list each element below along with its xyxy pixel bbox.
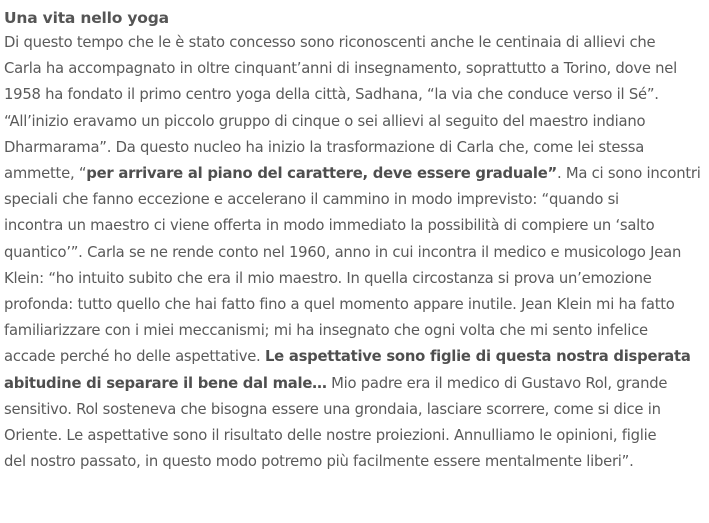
article	[4, 6, 704, 475]
paragraph-line	[4, 318, 704, 344]
paragraph-line	[4, 371, 704, 397]
paragraph-line	[4, 213, 704, 239]
paragraph-line	[4, 56, 704, 82]
body-text: ammette, “	[4, 165, 87, 183]
paragraph-line	[4, 344, 704, 370]
paragraph-line	[4, 30, 704, 56]
body-text: Carla ha accompagnato in oltre cinquant’anni di insegnamento, soprattutto a Torino, dove nel	[4, 60, 678, 78]
paragraph-line	[4, 292, 704, 318]
body-text: sensitivo. Rol sosteneva che bisogna essere una grondaia, lasciare scorrere, come si dice in	[4, 400, 661, 418]
paragraph-line	[4, 187, 704, 213]
paragraph-line	[4, 266, 704, 292]
paragraph-line	[4, 240, 704, 266]
emphasized-text: Le aspettative sono figlie di questa nostra disperata	[264, 348, 691, 366]
body-text: Oriente. Le aspettative sono il risultato delle nostre proiezioni. Annulliamo le opinioni, figlie	[4, 427, 657, 445]
emphasized-text: abitudine di separare il bene dal male…	[4, 374, 327, 392]
body-text: speciali che fanno eccezione e accelerano il cammino in modo imprevisto: “quando si	[4, 191, 619, 209]
body-text: . Ma ci sono incontri	[556, 165, 701, 183]
body-text: familiarizzare con i miei meccanismi; mi ha insegnato che ogni volta che mi sento infelice	[4, 322, 648, 340]
body-text: incontra un maestro ci viene offerta in modo immediato la possibilità di compiere un ‘salto	[4, 217, 655, 235]
paragraph-line	[4, 449, 704, 475]
paragraph-line	[4, 423, 704, 449]
body-text: del nostro passato, in questo modo potremo più facilmente essere mentalmente liberi”.	[4, 453, 634, 471]
body-text: profonda: tutto quello che hai fatto fino a quel momento appare inutile. Jean Klein mi ha fatto	[4, 296, 675, 314]
emphasized-text: per arrivare al piano del carattere, deve essere graduale”	[86, 165, 557, 183]
body-text: accade perché ho delle aspettative.	[4, 348, 265, 366]
body-text: 1958 ha fondato il primo centro yoga della città, Sadhana, “la via che conduce verso il Sé”.	[4, 86, 659, 104]
body-text: Mio padre era il medico di Gustavo Rol, grande	[326, 374, 668, 392]
body-text: Dharmarama”. Da questo nucleo ha inizio la trasformazione di Carla che, come lei stessa	[4, 138, 645, 156]
paragraph-line	[4, 135, 704, 161]
article-paragraph	[4, 30, 704, 475]
body-text: “All’inizio eravamo un piccolo gruppo di cinque o sei allievi al seguito del maestro indiano	[4, 112, 646, 130]
body-text: Di questo tempo che le è stato concesso sono riconoscenti anche le centinaia di allievi che	[4, 34, 656, 51]
paragraph-line	[4, 82, 704, 108]
body-text: quantico’”. Carla se ne rende conto nel 1960, anno in cui incontra il medico e musicologo Jean	[4, 243, 682, 261]
body-text: Klein: “ho intuito subito che era il mio maestro. In quella circostanza si prova un’emozione	[4, 269, 652, 287]
paragraph-line	[4, 109, 704, 135]
article-heading: Una vita nello yoga	[4, 9, 169, 27]
paragraph-line	[4, 161, 704, 187]
paragraph-line	[4, 397, 704, 423]
